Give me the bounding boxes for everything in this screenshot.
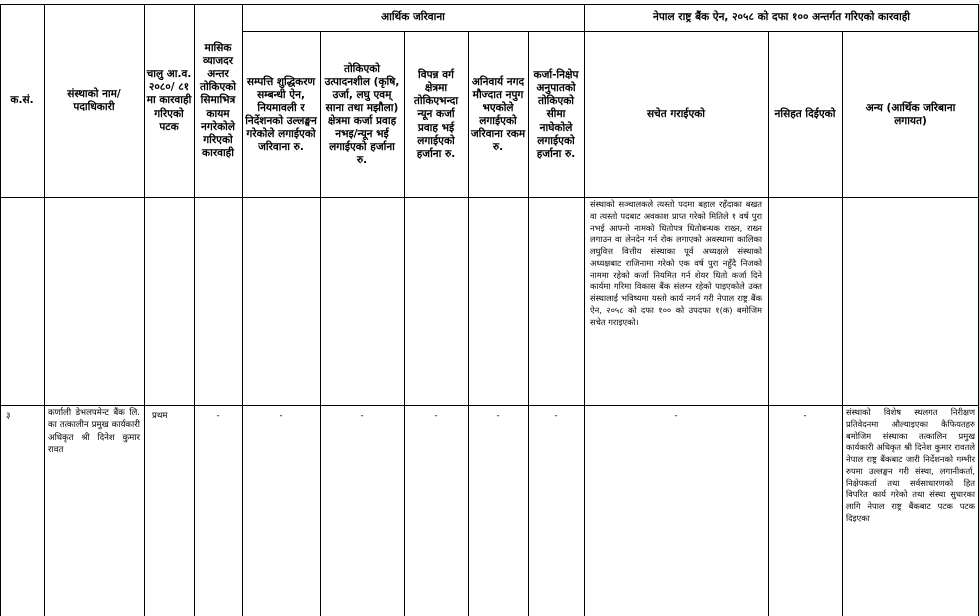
row2-crr: - [496, 410, 500, 421]
header-financial-penalty: आर्थिक जरिवाना [381, 11, 445, 24]
row2-productive-sector: - [360, 410, 364, 421]
header-crr: अनिवार्य नगद मौज्दात नपुग भएकोले लगाईएको जरिवाना रकम रु. [470, 75, 526, 154]
row2-interest-spread: - [216, 410, 220, 421]
header-deprived-sector: विपन्न वर्ग क्षेत्रमा तोकिएभन्दा न्यून कर्जा प्रवाह भई लगाईएको हर्जाना रु. [413, 69, 459, 160]
row2-aml: - [279, 410, 283, 421]
row1-warning-text: संस्थाको सञ्चालकले त्यस्तो पदमा बहाल रहँदाका बखत वा त्यस्तो पदबाट अवकाश प्राप्त गरेको मितिले १ वर्ष पुरा नभई आफ्नो नामको धितोपत्र धितोबन्धक राख्न, राख्न लगाउन वा लेनदेन गर्न रोक लगाएको अवस्थामा कालिका लघुवित्त वित्तीय संस्थाका पूर्व अध्यक्षले संस्थाको अध्यक्षबाट राजिनामा गरेको एक वर्ष पुरा नहुँदै निजको नाममा रहेको कर्जा नियमित गर्न शेयर धितो कर्जा दिने कार्यमा गरिमा विकास बैंक संलग्न रहेको पाइएकोले उक्त संस्थालाई भविष्यमा यस्तो कार्य नगर्न गरी नेपाल राष्ट्र बैंक ऐन, २०५८ को दफा १०० को उपदफा १(क) बमोजिम सचेत गराइएको। [590, 199, 762, 327]
row2-other-text: संस्थाको विशेष स्थलगत निरीक्षण प्रतिवेदनमा औल्याइएका कैफियतहरु बमोजिम संस्थाका तत्कालिन प्रमुख कार्यकारी अधिकृत श्री दिनेश कुमार रावतले नेपाल राष्ट्र बैंकबाट जारी निर्देशनको गम्भीर रुपमा उल्लङ्घन गरी संस्था, लगानीकर्ता, निक्षेपकर्ता तथा सर्वसाधारणको हित विपरित कार्य गरेको तथा संस्था सुधारका लागि नेपाल राष्ट्र बैंकबाट पटक पटक दिइएका [846, 407, 975, 524]
row2-organization: कर्णाली डेभलपमेन्ट बैंक लि. का तत्कालीन प्रमुख कार्यकारी अधिकृत श्री दिनेश कुमार रावत [48, 408, 140, 456]
header-warning: सचेत गराईएको [646, 108, 706, 121]
header-nrb-act-action: नेपाल राष्ट्र बैंक ऐन, २०५८ को दफा १०० अन्तर्गत गरिएको कारवाही [653, 11, 910, 24]
header-current-fy: चालु आ.व. २०८०/ ८१ मा कारवाही गरिएको पटक [146, 68, 192, 133]
header-no-advice: नसिहत दिईएको [774, 108, 836, 121]
header-interest-spread: मासिक व्याजदर अन्तर तोकिएको सिमाभित्र कायम नगरेकोले गरिएको कारवाही [199, 41, 237, 159]
header-sn: क.सं. [10, 94, 34, 107]
row2-warning: - [674, 410, 678, 421]
row2-deprived-sector: - [434, 410, 438, 421]
header-organization: संस्थाको नाम/पदाधिकारी [67, 87, 121, 113]
row2-cd-ratio: - [554, 410, 558, 421]
header-aml-penalty: सम्पत्ति शुद्धिकरण सम्बन्धी ऐन, नियमावली र निर्देशनको उल्लङ्घन गरेकोले लगाईएको जरिवाना रु. [245, 75, 317, 154]
row2-sn: ३ [6, 410, 11, 421]
row2-current-fy: प्रथम [152, 410, 168, 421]
header-cd-ratio: कर्जा-निक्षेप अनुपातको तोकिएको सीमा नाघेकोले लगाईएको हर्जाना रु. [533, 69, 579, 160]
row2-no-advice: - [803, 410, 807, 421]
header-other: अन्य (आर्थिक जरिबाना लगायत) [865, 101, 956, 127]
header-productive-sector: तोकिएको उत्पादनशील (कृषि, उर्जा, लघु एवम् साना तथा मझौला) क्षेत्रमा कर्जा प्रवाह नभइ/न्यून भई लगाईएको हर्जाना रु. [324, 62, 400, 167]
